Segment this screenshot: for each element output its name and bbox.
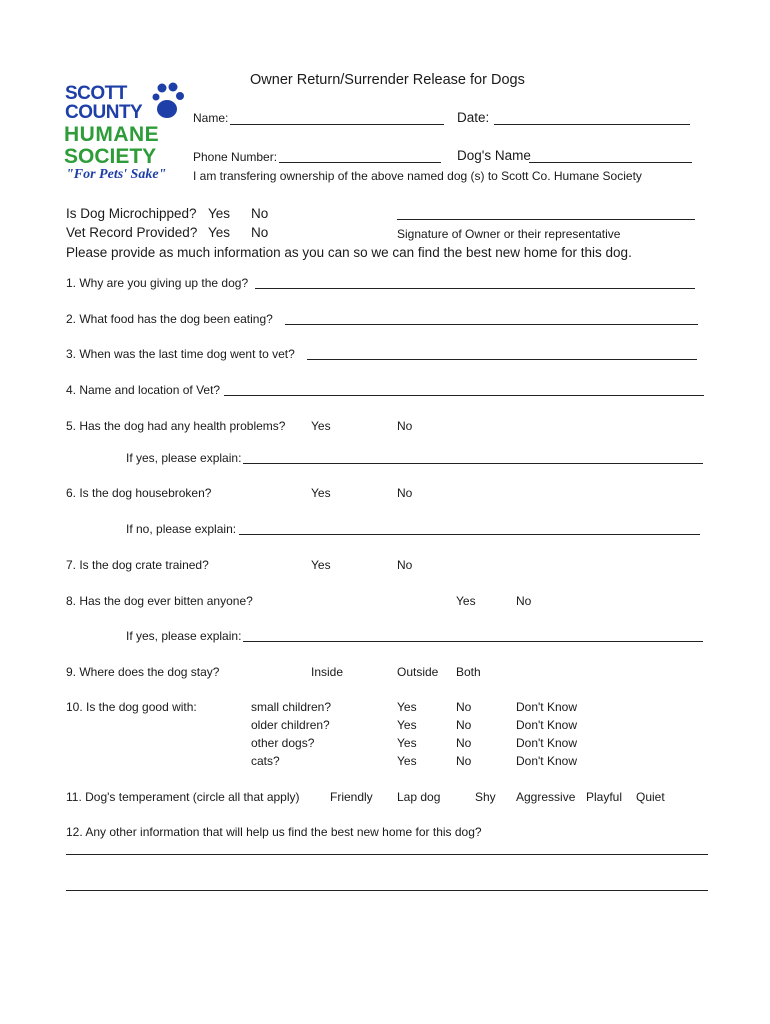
date-field[interactable]	[494, 124, 690, 125]
q6-no[interactable]: No	[397, 486, 413, 500]
logo-text-line4: SOCIETY	[64, 145, 157, 168]
microchip-no[interactable]: No	[251, 206, 269, 221]
q11-option-friendly[interactable]: Friendly	[330, 790, 373, 804]
q9-label: 9. Where does the dog stay?	[66, 665, 220, 679]
q9-inside[interactable]: Inside	[311, 665, 344, 679]
q10-no[interactable]: No	[456, 718, 472, 732]
q8-no[interactable]: No	[516, 594, 532, 608]
form-title: Owner Return/Surrender Release for Dogs	[250, 72, 525, 88]
q7-no[interactable]: No	[397, 558, 413, 572]
q5-no[interactable]: No	[397, 419, 413, 433]
q4-answer-field[interactable]	[224, 395, 704, 396]
paw-print-icon	[152, 82, 186, 122]
logo-tagline: "For Pets' Sake"	[66, 167, 167, 182]
logo-text-line3: HUMANE	[64, 123, 160, 146]
microchip-yes[interactable]: Yes	[208, 206, 231, 221]
q12-answer-line-2[interactable]	[66, 890, 708, 891]
transfer-statement: I am transfering ownership of the above named dog (s) to Scott Co. Humane Society	[193, 169, 642, 183]
name-field[interactable]	[230, 124, 444, 125]
q1-answer-field[interactable]	[255, 288, 695, 289]
q9-outside[interactable]: Outside	[397, 665, 439, 679]
q10-yes[interactable]: Yes	[397, 754, 417, 768]
q12-answer-line-1[interactable]	[66, 854, 708, 855]
q5-label: 5. Has the dog had any health problems?	[66, 419, 286, 433]
q6-label: 6. Is the dog housebroken?	[66, 486, 212, 500]
q8-label: 8. Has the dog ever bitten anyone?	[66, 594, 253, 608]
q12-label: 12. Any other information that will help us find the best new home for this dog?	[66, 825, 482, 839]
logo-text-line2: COUNTY	[65, 102, 143, 123]
q11-label: 11. Dog's temperament (circle all that apply)	[66, 790, 300, 804]
microchip-label: Is Dog Microchipped?	[66, 206, 197, 221]
q8-explain-label: If yes, please explain:	[126, 629, 242, 643]
q11-option-lap-dog[interactable]: Lap dog	[397, 790, 441, 804]
signature-caption: Signature of Owner or their representative	[397, 227, 621, 241]
phone-field[interactable]	[279, 162, 441, 163]
q3-answer-field[interactable]	[307, 359, 697, 360]
q11-option-shy[interactable]: Shy	[475, 790, 496, 804]
q10-item: small children?	[251, 700, 332, 714]
signature-field[interactable]	[397, 219, 695, 220]
name-label: Name:	[193, 111, 229, 125]
dog-name-field[interactable]	[529, 162, 692, 163]
q3-label: 3. When was the last time dog went to vet?	[66, 347, 295, 361]
q8-yes[interactable]: Yes	[456, 594, 476, 608]
q6-explain-label: If no, please explain:	[126, 522, 237, 536]
q2-answer-field[interactable]	[285, 324, 698, 325]
q10-yes[interactable]: Yes	[397, 718, 417, 732]
q10-dont-know[interactable]: Don't Know	[516, 736, 577, 750]
q5-explain-label: If yes, please explain:	[126, 451, 242, 465]
q6-explain-field[interactable]	[239, 534, 700, 535]
q4-label: 4. Name and location of Vet?	[66, 383, 221, 397]
q9-both[interactable]: Both	[456, 665, 481, 679]
q10-item: older children?	[251, 718, 330, 732]
q2-label: 2. What food has the dog been eating?	[66, 312, 273, 326]
vet-record-no[interactable]: No	[251, 225, 269, 240]
q11-option-playful[interactable]: Playful	[586, 790, 623, 804]
q11-option-quiet[interactable]: Quiet	[636, 790, 665, 804]
q10-dont-know[interactable]: Don't Know	[516, 754, 577, 768]
q11-option-aggressive[interactable]: Aggressive	[516, 790, 576, 804]
q10-dont-know[interactable]: Don't Know	[516, 718, 577, 732]
q10-item: cats?	[251, 754, 280, 768]
q10-no[interactable]: No	[456, 754, 472, 768]
q1-label: 1. Why are you giving up the dog?	[66, 276, 249, 290]
intro-text: Please provide as much information as you can so we can find the best new home for this dog.	[66, 245, 632, 260]
q5-yes[interactable]: Yes	[311, 419, 331, 433]
date-label: Date:	[457, 110, 490, 125]
q10-no[interactable]: No	[456, 700, 472, 714]
q7-yes[interactable]: Yes	[311, 558, 331, 572]
q8-explain-field[interactable]	[243, 641, 703, 642]
q10-label: 10. Is the dog good with:	[66, 700, 197, 714]
q10-yes[interactable]: Yes	[397, 736, 417, 750]
q10-no[interactable]: No	[456, 736, 472, 750]
q10-dont-know[interactable]: Don't Know	[516, 700, 577, 714]
q10-yes[interactable]: Yes	[397, 700, 417, 714]
humane-society-logo	[62, 82, 192, 186]
phone-label: Phone Number:	[193, 150, 278, 164]
q7-label: 7. Is the dog crate trained?	[66, 558, 209, 572]
dog-name-label: Dog's Name	[457, 148, 531, 163]
logo-text-line1: SCOTT	[65, 83, 127, 104]
q10-item: other dogs?	[251, 736, 315, 750]
vet-record-yes[interactable]: Yes	[208, 225, 231, 240]
vet-record-label: Vet Record Provided?	[66, 225, 198, 240]
q6-yes[interactable]: Yes	[311, 486, 331, 500]
q5-explain-field[interactable]	[243, 463, 703, 464]
